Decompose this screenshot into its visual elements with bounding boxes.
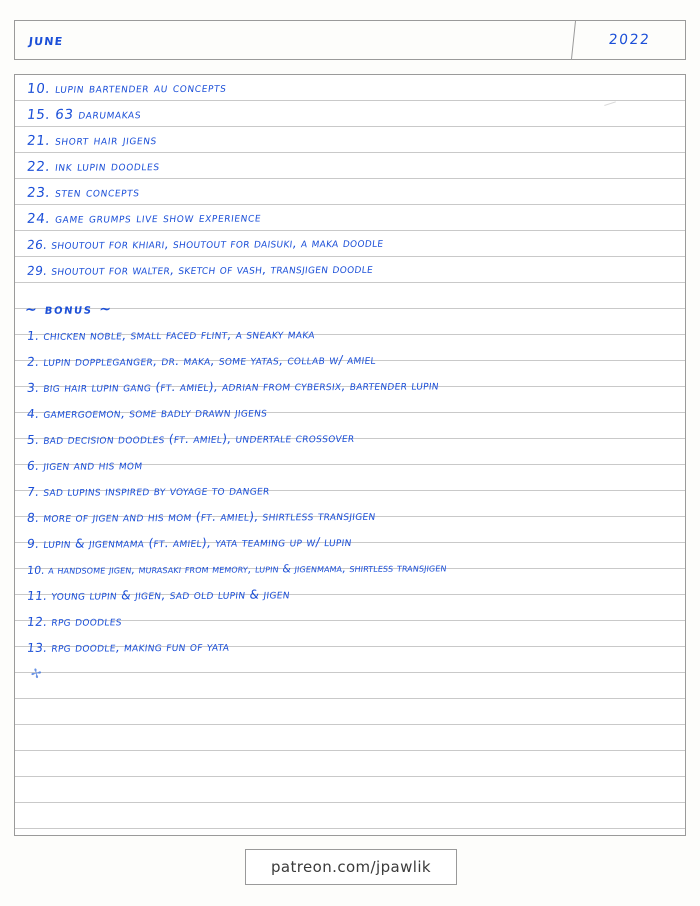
list-item xyxy=(15,635,685,661)
entry-text: 1. chicken noble, small faced flint, a sneaky maka xyxy=(26,327,316,343)
list-item xyxy=(15,375,685,401)
list-item xyxy=(15,154,685,180)
ruled-sheet xyxy=(14,74,686,836)
entry-text: 24. game grumps live show experience xyxy=(26,209,263,227)
list-item xyxy=(15,128,685,154)
list-item xyxy=(15,206,685,232)
list-item xyxy=(15,401,685,427)
list-item xyxy=(15,583,685,609)
entry-text: 8. more of jigen and his mom (ft. amiel), shirtless transjigen xyxy=(26,508,377,525)
entry-text: 10. lupin bartender au concepts xyxy=(26,79,228,97)
note-lines xyxy=(15,75,685,835)
entry-text: 23. sten concepts xyxy=(26,184,141,201)
entry-text: 12. rpg doodles xyxy=(26,614,123,629)
list-item xyxy=(15,232,685,258)
entry-text: 4. gamergoemon, some badly drawn jigens xyxy=(26,405,269,421)
list-item xyxy=(15,76,685,102)
list-item xyxy=(15,323,685,349)
month-label: june xyxy=(28,31,65,49)
entry-text: 9. lupin & jigenmama (ft. amiel), yata teaming up w/ lupin xyxy=(26,534,353,551)
entry-text: 10. a handsome jigen, murasaki from memory, lupin & jigenmama, shirtless transjigen xyxy=(26,560,448,577)
list-item xyxy=(15,453,685,479)
entry-text: 15. 63 darumakas xyxy=(26,106,143,123)
entry-text: 2. lupin doppleganger, dr. maka, some yatas, collab w/ amiel xyxy=(26,352,377,369)
entry-text: 3. big hair lupin gang (ft. amiel), adrian from cybersix, bartender lupin xyxy=(26,378,440,395)
list-item xyxy=(15,531,685,557)
entry-text: 7. sad lupins inspired by voyage to danger xyxy=(26,483,271,499)
list-item xyxy=(15,102,685,128)
entry-text: 29. shoutout for walter, sketch of vash, transjigen doodle xyxy=(26,261,374,278)
footer-credit-box[interactable] xyxy=(245,849,457,885)
list-item xyxy=(15,505,685,531)
list-item xyxy=(15,258,685,284)
list-item xyxy=(15,479,685,505)
footer-credit-text: patreon.com/jpawlik xyxy=(271,858,431,876)
page-header xyxy=(14,20,686,60)
list-item xyxy=(15,180,685,206)
bonus-header: ~ bonus ~ xyxy=(24,301,114,318)
entry-text: 5. bad decision doodles (ft. amiel), undertale crossover xyxy=(26,430,356,447)
entry-text: 6. jigen and his mom xyxy=(26,458,144,473)
entry-text: 26. shoutout for khiari, shoutout for daisuki, a maka doodle xyxy=(26,235,385,252)
list-item xyxy=(15,427,685,453)
entry-text: 13. rpg doodle, making fun of yata xyxy=(26,639,231,655)
doodle-icon: ✢ xyxy=(29,666,44,683)
entry-text: 21. short hair jigens xyxy=(26,132,158,149)
list-item xyxy=(15,557,685,583)
list-item xyxy=(15,349,685,375)
entry-text: 22. ink lupin doodles xyxy=(26,158,161,175)
list-item xyxy=(15,609,685,635)
entry-text: 11. young lupin & jigen, sad old lupin & jigen xyxy=(26,587,291,603)
year-label: 2022 xyxy=(571,21,687,59)
